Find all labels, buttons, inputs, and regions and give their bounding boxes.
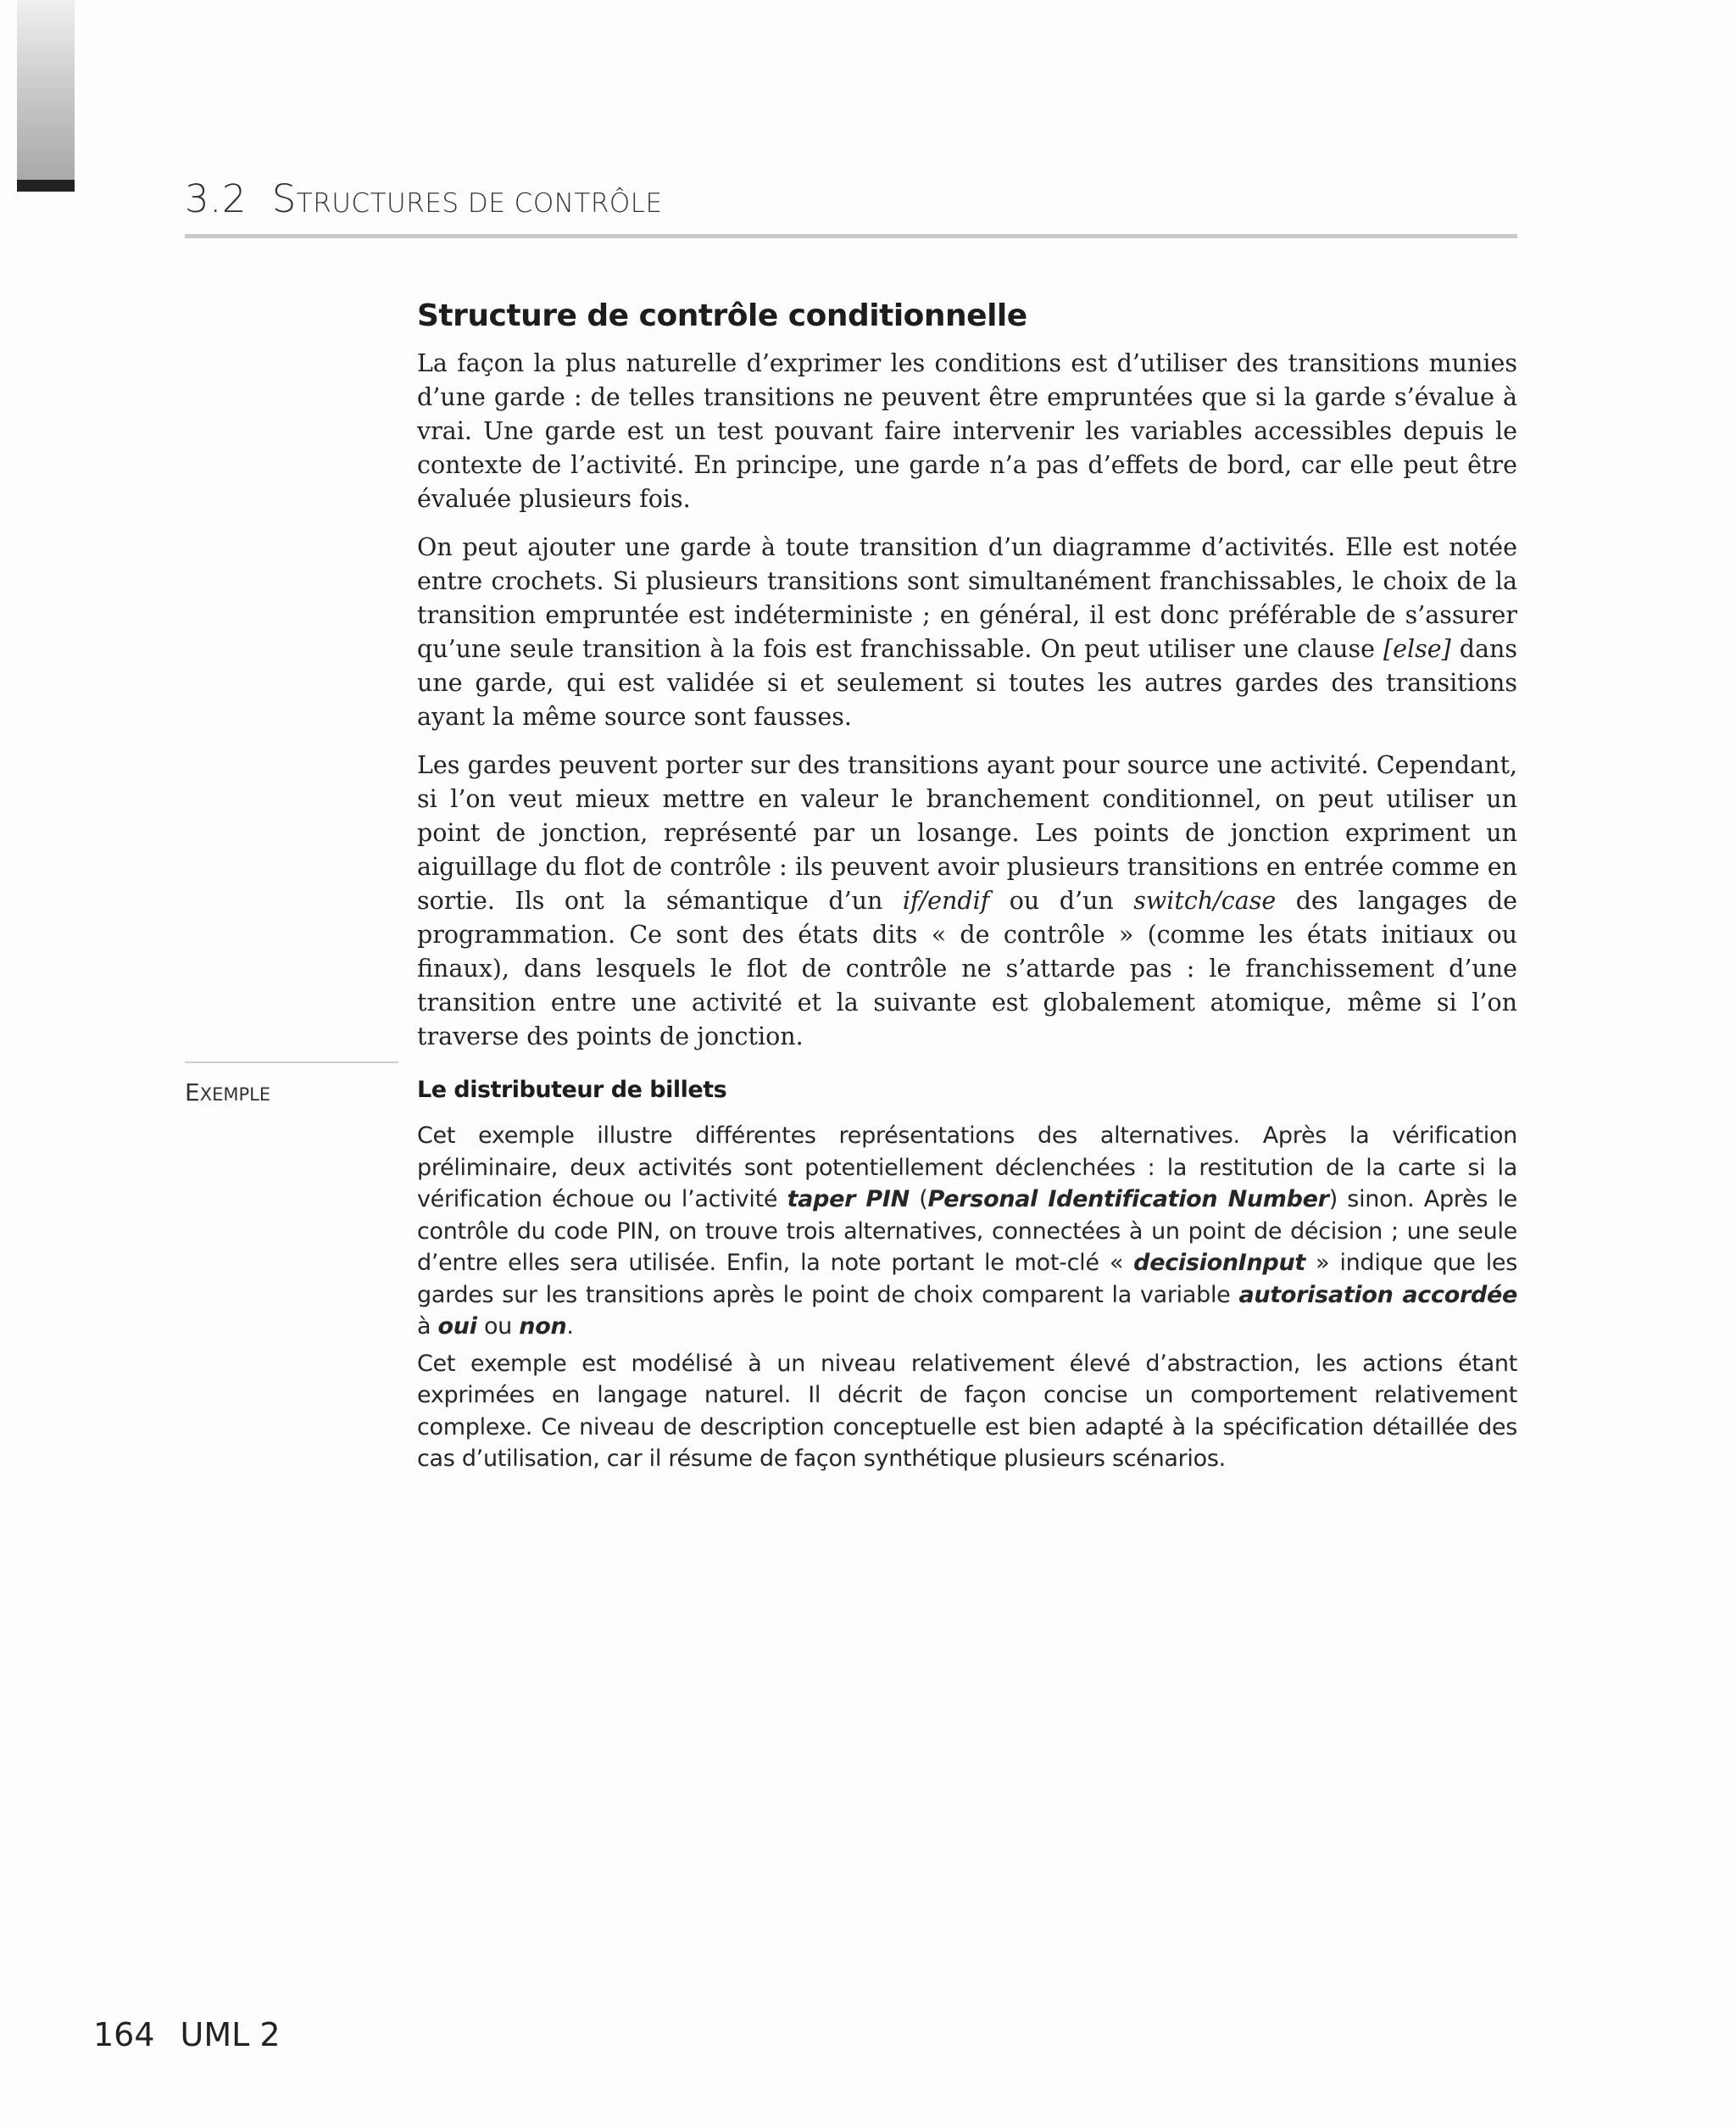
example-title: Le distributeur de billets — [417, 1077, 727, 1103]
paragraph-2: On peut ajouter une garde à toute transition d’un diagramme d’activités. Elle est notée entre crochets. Si plusieurs transitions sont simultanément franchissables, le choix de la transition empruntée est indéterministe ; en général, il est donc préférable de s’assurer qu’une seule transition à la fois est franchissable. On peut utiliser une clause [else] dans une garde, qui est validée si et seulement si toutes les autres gardes des transitions ayant la même source sont fausses. — [417, 533, 1517, 731]
example-paragraph-1: Cet exemple illustre différentes représentations des alternatives. Après la vérification préliminaire, deux activités sont potentiellement déclenchées : la restitution de la carte si la vérification échoue ou l’activité taper PIN (Personal Identification Number) sinon. Après le contrôle du code PIN, on trouve trois alternatives, connectées à un point de décision ; une seule d’entre elles sera utilisée. Enfin, la note portant le mot-clé « decisionInput » indique que les gardes sur les transitions après le point de choix comparent la variable autorisation accordée à oui ou non. — [417, 1122, 1518, 1340]
sidebar-rule — [185, 1061, 398, 1063]
page-number: 164 — [93, 2016, 155, 2053]
chapter-thumb-marker — [17, 180, 75, 192]
chapter-thumb-tab — [17, 0, 75, 180]
paragraph-1: La façon la plus naturelle d’exprimer les conditions est d’utiliser des transitions munies d’une garde : de telles transitions ne peuvent être empruntées que si la garde s’évalue à vrai. Une garde est un test pouvant faire intervenir les variables accessibles depuis le contexte de l’activité. En principe, une garde n’a pas d’effets de bord, car elle peut être évaluée plusieurs fois. — [417, 349, 1517, 513]
section-number: 3.2 — [185, 176, 248, 221]
switch-case-term: switch/case — [1133, 887, 1277, 915]
else-clause: [else] — [1383, 635, 1451, 663]
paragraph-3: Les gardes peuvent porter sur des transitions ayant pour source une activité. Cependant, si l’on veut mieux mettre en valeur le branchement conditionnel, on peut utiliser un point de jonction, représenté par un losange. Les points de jonction expriment un aiguillage du flot de contrôle : ils peuvent avoir plusieurs transitions en entrée comme en sortie. Ils ont la sémantique d’un if/endif ou d’un switch/case des langages de programmation. Ce sont des états dits « de contrôle » (comme les états initiaux ou finaux), dans lesquels le flot de contrôle ne s’attarde pas : le franchissement d’une transition entre une activité et la suivante est globalement atomique, même si l’on traverse des points de jonction. — [417, 751, 1517, 1050]
book-title: UML 2 — [180, 2016, 281, 2053]
oui-term: oui — [437, 1313, 477, 1340]
section-title-rest: TRUCTURES DE CONTRÔLE — [296, 188, 663, 219]
header-rule — [185, 234, 1517, 238]
example-paragraph-2: Cet exemple est modélisé à un niveau relativement élevé d’abstraction, les actions étant exprimées en langage naturel. Il décrit de façon concise un comportement relativement complexe. Ce niveau de description conceptuelle est bien adapté à la spécification détaillée des cas d’utilisation, car il résume de façon synthétique plusieurs scénarios. — [417, 1350, 1517, 1472]
example-margin-label: EXEMPLE — [185, 1078, 271, 1106]
decision-input-term: decisionInput — [1133, 1250, 1305, 1276]
section-title-initial: S — [271, 176, 297, 221]
main-content — [417, 298, 1517, 1068]
non-term: non — [519, 1313, 567, 1340]
page-footer — [93, 2016, 281, 2053]
running-header — [185, 176, 663, 221]
taper-pin-term: taper PIN — [787, 1186, 910, 1212]
subsection-title: Structure de contrôle conditionnelle — [417, 298, 1027, 333]
personal-identification-term: Personal Identification Number — [927, 1186, 1329, 1212]
example-box — [417, 1077, 1517, 1480]
if-endif-term: if/endif — [902, 887, 990, 915]
autorisation-term: autorisation accordée — [1238, 1281, 1518, 1308]
